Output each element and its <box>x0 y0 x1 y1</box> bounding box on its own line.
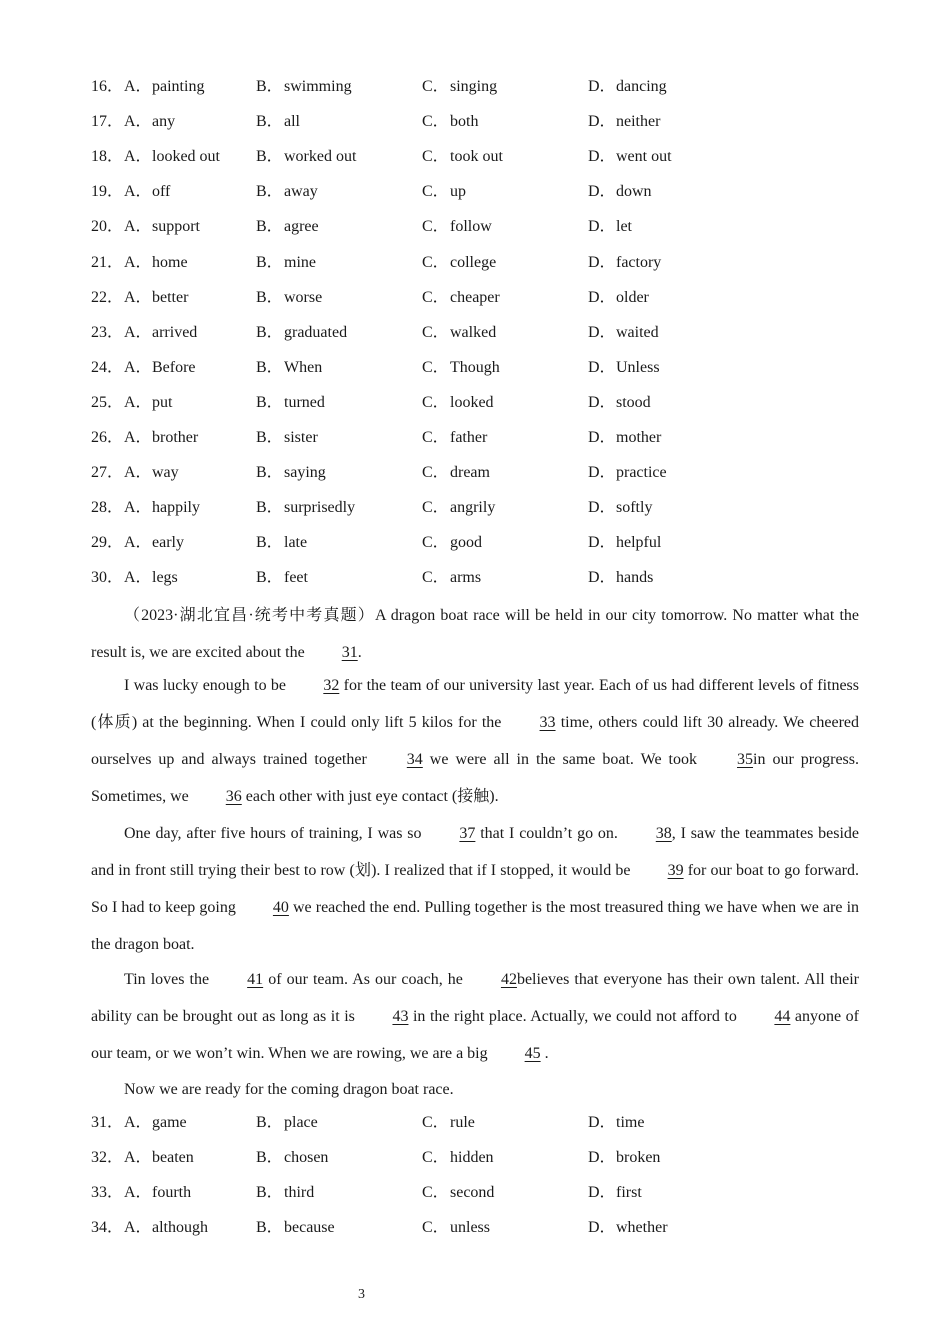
option-letter: D． <box>588 429 616 446</box>
option-a <box>124 1181 192 1205</box>
question-row <box>91 145 859 169</box>
question-number: 31． <box>91 1114 124 1131</box>
option-text: surprisedly <box>284 499 356 517</box>
question-row <box>91 286 859 310</box>
option-b <box>256 180 318 204</box>
option-c <box>422 75 498 99</box>
blank-41: 41 <box>247 971 264 988</box>
option-text: time <box>616 1114 645 1131</box>
option-text: worked out <box>284 148 357 166</box>
question-row <box>91 426 859 450</box>
option-text: game <box>152 1114 187 1131</box>
option-c <box>422 391 494 415</box>
option-b <box>256 426 318 450</box>
passage-paragraph-4: Tin loves the 41 of our team. As our coach, he 42believes that everyone has their own talent. All their ability can be brought out as long as it is 43 in the right place. Actually, we could not afford to 44 anyone of our team, or we won’t win. When we are rowing, we are a big 45 . <box>91 961 859 1072</box>
option-c <box>422 1146 494 1170</box>
option-text: third <box>284 1184 315 1201</box>
option-text: waited <box>616 323 659 341</box>
option-text: painting <box>152 78 205 95</box>
option-letter: C． <box>422 113 449 131</box>
option-b <box>256 286 323 310</box>
option-text: singing <box>450 78 498 95</box>
option-b <box>256 566 308 590</box>
option-letter: D． <box>588 393 616 411</box>
option-c <box>422 1216 490 1240</box>
option-d <box>588 1181 642 1205</box>
question-row <box>91 75 859 99</box>
option-text: late <box>284 534 308 552</box>
option-letter: C． <box>422 499 449 517</box>
option-text: because <box>284 1219 335 1236</box>
option-letter: A． <box>124 288 152 306</box>
option-letter: D． <box>588 1149 616 1166</box>
option-b <box>256 145 357 169</box>
option-d <box>588 110 661 134</box>
option-b <box>256 1146 329 1170</box>
option-letter: D． <box>588 78 616 95</box>
option-text: chosen <box>284 1149 329 1166</box>
option-text: Before <box>152 358 196 376</box>
option-letter: A． <box>124 499 152 517</box>
option-text: arms <box>450 569 482 587</box>
blank-34: 34 <box>406 751 423 768</box>
option-letter: B． <box>256 1219 283 1236</box>
option-a <box>124 110 176 134</box>
blank-38: 38 <box>655 825 672 842</box>
option-text: hidden <box>450 1149 494 1166</box>
question-number: 23． <box>91 323 124 341</box>
option-letter: C． <box>422 1219 449 1236</box>
option-text: support <box>152 218 200 236</box>
option-text: let <box>616 218 632 236</box>
option-a <box>124 1216 208 1240</box>
option-text: although <box>152 1219 208 1236</box>
option-d <box>588 180 652 204</box>
source-label: （2023·湖北宜昌·统考中考真题） <box>124 607 375 624</box>
option-letter: B． <box>256 323 283 341</box>
option-letter: D． <box>588 464 616 482</box>
option-letter: C． <box>422 288 449 306</box>
question-number: 17． <box>91 113 124 131</box>
question-number: 34． <box>91 1219 124 1236</box>
option-a <box>124 321 198 345</box>
option-c <box>422 215 492 239</box>
option-text: agree <box>284 218 319 236</box>
question-number: 32． <box>91 1149 124 1166</box>
option-text: home <box>152 253 188 271</box>
question-row <box>91 1111 859 1135</box>
blank-36: 36 <box>225 788 242 805</box>
option-text: way <box>152 464 179 482</box>
option-text: mine <box>284 253 316 271</box>
option-d <box>588 1216 668 1240</box>
option-letter: A． <box>124 534 152 552</box>
option-a <box>124 356 196 380</box>
option-letter: A． <box>124 113 152 131</box>
question-row <box>91 110 859 134</box>
option-text: broken <box>616 1149 661 1166</box>
option-text: graduated <box>284 323 348 341</box>
question-number: 19． <box>91 183 124 201</box>
option-text: unless <box>450 1219 490 1236</box>
option-a <box>124 1146 194 1170</box>
question-number: 16． <box>91 78 124 95</box>
blank-40: 40 <box>272 899 289 916</box>
option-letter: B． <box>256 499 283 517</box>
question-number: 20． <box>91 218 124 236</box>
option-letter: B． <box>256 148 283 166</box>
option-c <box>422 286 500 310</box>
option-letter: C． <box>422 534 449 552</box>
option-c <box>422 145 503 169</box>
option-letter: C． <box>422 323 449 341</box>
option-d <box>588 391 651 415</box>
option-letter: C． <box>422 183 449 201</box>
option-letter: D． <box>588 534 616 552</box>
question-number: 27． <box>91 464 124 482</box>
option-b <box>256 321 348 345</box>
option-text: put <box>152 393 173 411</box>
option-c <box>422 496 496 520</box>
passage-paragraph-5: Now we are ready for the coming dragon boat race. <box>124 1081 454 1098</box>
passage-paragraph-2: I was lucky enough to be 32 for the team of our university last year. Each of us had different levels of fitness (体质) at the beginning. When I could only lift 5 kilos for the 33 time, others could lift 30 already. We cheered ourselves up and always trained together 34 we were all in the same boat. We took 35in our progress. Sometimes, we 36 each other with just eye contact (接触). <box>91 667 859 815</box>
option-text: Unless <box>616 358 660 376</box>
option-text: college <box>450 253 497 271</box>
option-c <box>422 251 497 275</box>
option-text: older <box>616 288 649 306</box>
option-text: turned <box>284 393 325 411</box>
option-c <box>422 531 482 555</box>
option-letter: A． <box>124 569 152 587</box>
option-text: angrily <box>450 499 496 517</box>
option-letter: D． <box>588 569 616 587</box>
option-d <box>588 1111 645 1135</box>
question-row <box>91 566 859 590</box>
option-letter: C． <box>422 464 449 482</box>
question-number: 28． <box>91 499 124 517</box>
blank-31: 31 <box>341 644 358 661</box>
option-letter: A． <box>124 429 152 446</box>
option-c <box>422 1111 475 1135</box>
question-row <box>91 391 859 415</box>
option-letter: B． <box>256 78 283 95</box>
blank-43: 43 <box>392 1008 409 1025</box>
question-number: 24． <box>91 358 124 376</box>
option-letter: D． <box>588 1114 616 1131</box>
option-a <box>124 426 199 450</box>
option-letter: C． <box>422 148 449 166</box>
question-number: 29． <box>91 534 124 552</box>
option-text: Though <box>450 358 500 376</box>
question-number: 25． <box>91 393 124 411</box>
option-letter: C． <box>422 78 449 95</box>
option-letter: C． <box>422 253 449 271</box>
option-c <box>422 426 488 450</box>
blank-37: 37 <box>459 825 476 842</box>
option-letter: A． <box>124 78 152 95</box>
option-letter: A． <box>124 1149 152 1166</box>
option-letter: C． <box>422 358 449 376</box>
option-letter: A． <box>124 464 152 482</box>
question-row <box>91 461 859 485</box>
option-b <box>256 215 319 239</box>
option-d <box>588 145 672 169</box>
option-text: arrived <box>152 323 198 341</box>
blank-32: 32 <box>323 677 340 694</box>
option-letter: A． <box>124 323 152 341</box>
option-text: down <box>616 183 652 201</box>
option-letter: D． <box>588 183 616 201</box>
option-letter: B． <box>256 358 283 376</box>
option-letter: D． <box>588 1219 616 1236</box>
question-row <box>91 531 859 555</box>
option-text: practice <box>616 464 667 482</box>
option-letter: B． <box>256 1184 283 1201</box>
blank-44: 44 <box>774 1008 791 1025</box>
option-a <box>124 1111 187 1135</box>
option-letter: D． <box>588 1184 616 1201</box>
passage-paragraph-3: One day, after five hours of training, I was so 37 that I couldn’t go on. 38, I saw the teammates beside and in front still trying their best to row (划). I realized that if I stopped, it would be 39 for our boat to go forward. So I had to keep going 40 we reached the end. Pulling together is the most treasured thing we have when we are in the dragon boat. <box>91 815 859 963</box>
option-c <box>422 110 479 134</box>
option-letter: D． <box>588 499 616 517</box>
option-c <box>422 356 500 380</box>
question-row <box>91 496 859 520</box>
option-text: legs <box>152 569 178 587</box>
option-a <box>124 461 179 485</box>
option-text: first <box>616 1184 642 1201</box>
option-text: saying <box>284 464 326 482</box>
option-d <box>588 286 649 310</box>
option-text: good <box>450 534 482 552</box>
option-text: dancing <box>616 78 667 95</box>
option-text: looked <box>450 393 494 411</box>
blank-33: 33 <box>539 714 556 731</box>
option-c <box>422 566 482 590</box>
option-a <box>124 286 189 310</box>
option-text: both <box>450 113 479 131</box>
option-a <box>124 531 184 555</box>
option-text: off <box>152 183 171 201</box>
passage-paragraph-1: （2023·湖北宜昌·统考中考真题）A dragon boat race will be held in our city tomorrow. No matter what the result is, we are excited about the 31. <box>91 597 859 671</box>
option-text: father <box>450 429 488 446</box>
option-b <box>256 1216 335 1240</box>
option-letter: B． <box>256 393 283 411</box>
option-b <box>256 461 326 485</box>
option-b <box>256 356 323 380</box>
option-letter: D． <box>588 113 616 131</box>
option-d <box>588 215 632 239</box>
option-text: When <box>284 358 323 376</box>
option-letter: B． <box>256 218 283 236</box>
option-text: second <box>450 1184 495 1201</box>
question-number: 26． <box>91 429 124 446</box>
question-number: 18． <box>91 148 124 166</box>
option-text: neither <box>616 113 661 131</box>
option-b <box>256 251 316 275</box>
option-text: away <box>284 183 318 201</box>
option-a <box>124 566 178 590</box>
option-a <box>124 180 171 204</box>
option-letter: A． <box>124 183 152 201</box>
option-a <box>124 496 200 520</box>
page-number: 3 <box>358 1287 365 1302</box>
option-b <box>256 1111 318 1135</box>
question-row <box>91 180 859 204</box>
option-text: happily <box>152 499 200 517</box>
option-d <box>588 531 662 555</box>
option-letter: B． <box>256 1149 283 1166</box>
question-row <box>91 1146 859 1170</box>
option-letter: A． <box>124 1219 152 1236</box>
option-text: beaten <box>152 1149 194 1166</box>
option-letter: B． <box>256 1114 283 1131</box>
option-a <box>124 215 200 239</box>
option-text: helpful <box>616 534 662 552</box>
question-number: 21． <box>91 253 124 271</box>
option-b <box>256 496 356 520</box>
option-letter: D． <box>588 288 616 306</box>
option-a <box>124 145 220 169</box>
blank-42: 42 <box>500 971 517 988</box>
option-a <box>124 391 173 415</box>
option-letter: C． <box>422 569 449 587</box>
option-letter: C． <box>422 1149 449 1166</box>
option-d <box>588 75 667 99</box>
option-text: went out <box>616 148 672 166</box>
option-letter: B． <box>256 429 283 446</box>
option-text: rule <box>450 1114 475 1131</box>
option-c <box>422 1181 495 1205</box>
question-number: 30． <box>91 569 124 587</box>
question-row <box>91 356 859 380</box>
option-text: whether <box>616 1219 668 1236</box>
option-text: all <box>284 113 300 131</box>
option-text: swimming <box>284 78 352 95</box>
option-text: looked out <box>152 148 220 166</box>
question-number: 33． <box>91 1184 124 1201</box>
option-letter: B． <box>256 569 283 587</box>
option-letter: A． <box>124 358 152 376</box>
option-text: mother <box>616 429 662 446</box>
option-text: early <box>152 534 184 552</box>
blank-35: 35 <box>737 751 754 768</box>
blank-45: 45 <box>524 1045 541 1062</box>
option-text: follow <box>450 218 492 236</box>
option-text: place <box>284 1114 318 1131</box>
option-d <box>588 356 660 380</box>
option-text: any <box>152 113 176 131</box>
option-c <box>422 321 497 345</box>
option-letter: C． <box>422 1114 449 1131</box>
option-text: brother <box>152 429 199 446</box>
option-letter: A． <box>124 1114 152 1131</box>
option-text: softly <box>616 499 653 517</box>
option-text: dream <box>450 464 490 482</box>
option-text: better <box>152 288 189 306</box>
option-letter: A． <box>124 393 152 411</box>
option-text: stood <box>616 393 651 411</box>
question-row <box>91 215 859 239</box>
option-d <box>588 496 653 520</box>
option-d <box>588 566 654 590</box>
option-text: worse <box>284 288 323 306</box>
option-b <box>256 75 352 99</box>
option-letter: D． <box>588 148 616 166</box>
option-text: cheaper <box>450 288 500 306</box>
option-d <box>588 251 662 275</box>
option-letter: B． <box>256 183 283 201</box>
option-text: hands <box>616 569 654 587</box>
question-number: 22． <box>91 288 124 306</box>
option-letter: D． <box>588 358 616 376</box>
option-letter: D． <box>588 323 616 341</box>
question-row <box>91 251 859 275</box>
option-letter: C． <box>422 218 449 236</box>
option-letter: D． <box>588 218 616 236</box>
option-text: sister <box>284 429 318 446</box>
option-letter: C． <box>422 429 449 446</box>
option-letter: C． <box>422 1184 449 1201</box>
option-d <box>588 426 662 450</box>
option-text: took out <box>450 148 503 166</box>
option-a <box>124 75 205 99</box>
option-b <box>256 1181 315 1205</box>
option-letter: C． <box>422 393 449 411</box>
question-row <box>91 321 859 345</box>
option-d <box>588 1146 661 1170</box>
blank-39: 39 <box>667 862 684 879</box>
option-a <box>124 251 188 275</box>
option-letter: B． <box>256 464 283 482</box>
option-letter: B． <box>256 253 283 271</box>
option-d <box>588 321 659 345</box>
option-text: walked <box>450 323 497 341</box>
option-letter: D． <box>588 253 616 271</box>
option-text: fourth <box>152 1184 192 1201</box>
option-letter: B． <box>256 534 283 552</box>
option-b <box>256 391 325 415</box>
option-letter: B． <box>256 113 283 131</box>
option-d <box>588 461 667 485</box>
option-letter: A． <box>124 148 152 166</box>
question-row <box>91 1216 859 1240</box>
option-c <box>422 461 490 485</box>
option-letter: A． <box>124 218 152 236</box>
option-text: up <box>450 183 466 201</box>
option-letter: A． <box>124 253 152 271</box>
option-letter: B． <box>256 288 283 306</box>
option-b <box>256 110 300 134</box>
question-row <box>91 1181 859 1205</box>
option-b <box>256 531 308 555</box>
option-text: feet <box>284 569 308 587</box>
option-text: factory <box>616 253 662 271</box>
option-c <box>422 180 466 204</box>
option-letter: A． <box>124 1184 152 1201</box>
